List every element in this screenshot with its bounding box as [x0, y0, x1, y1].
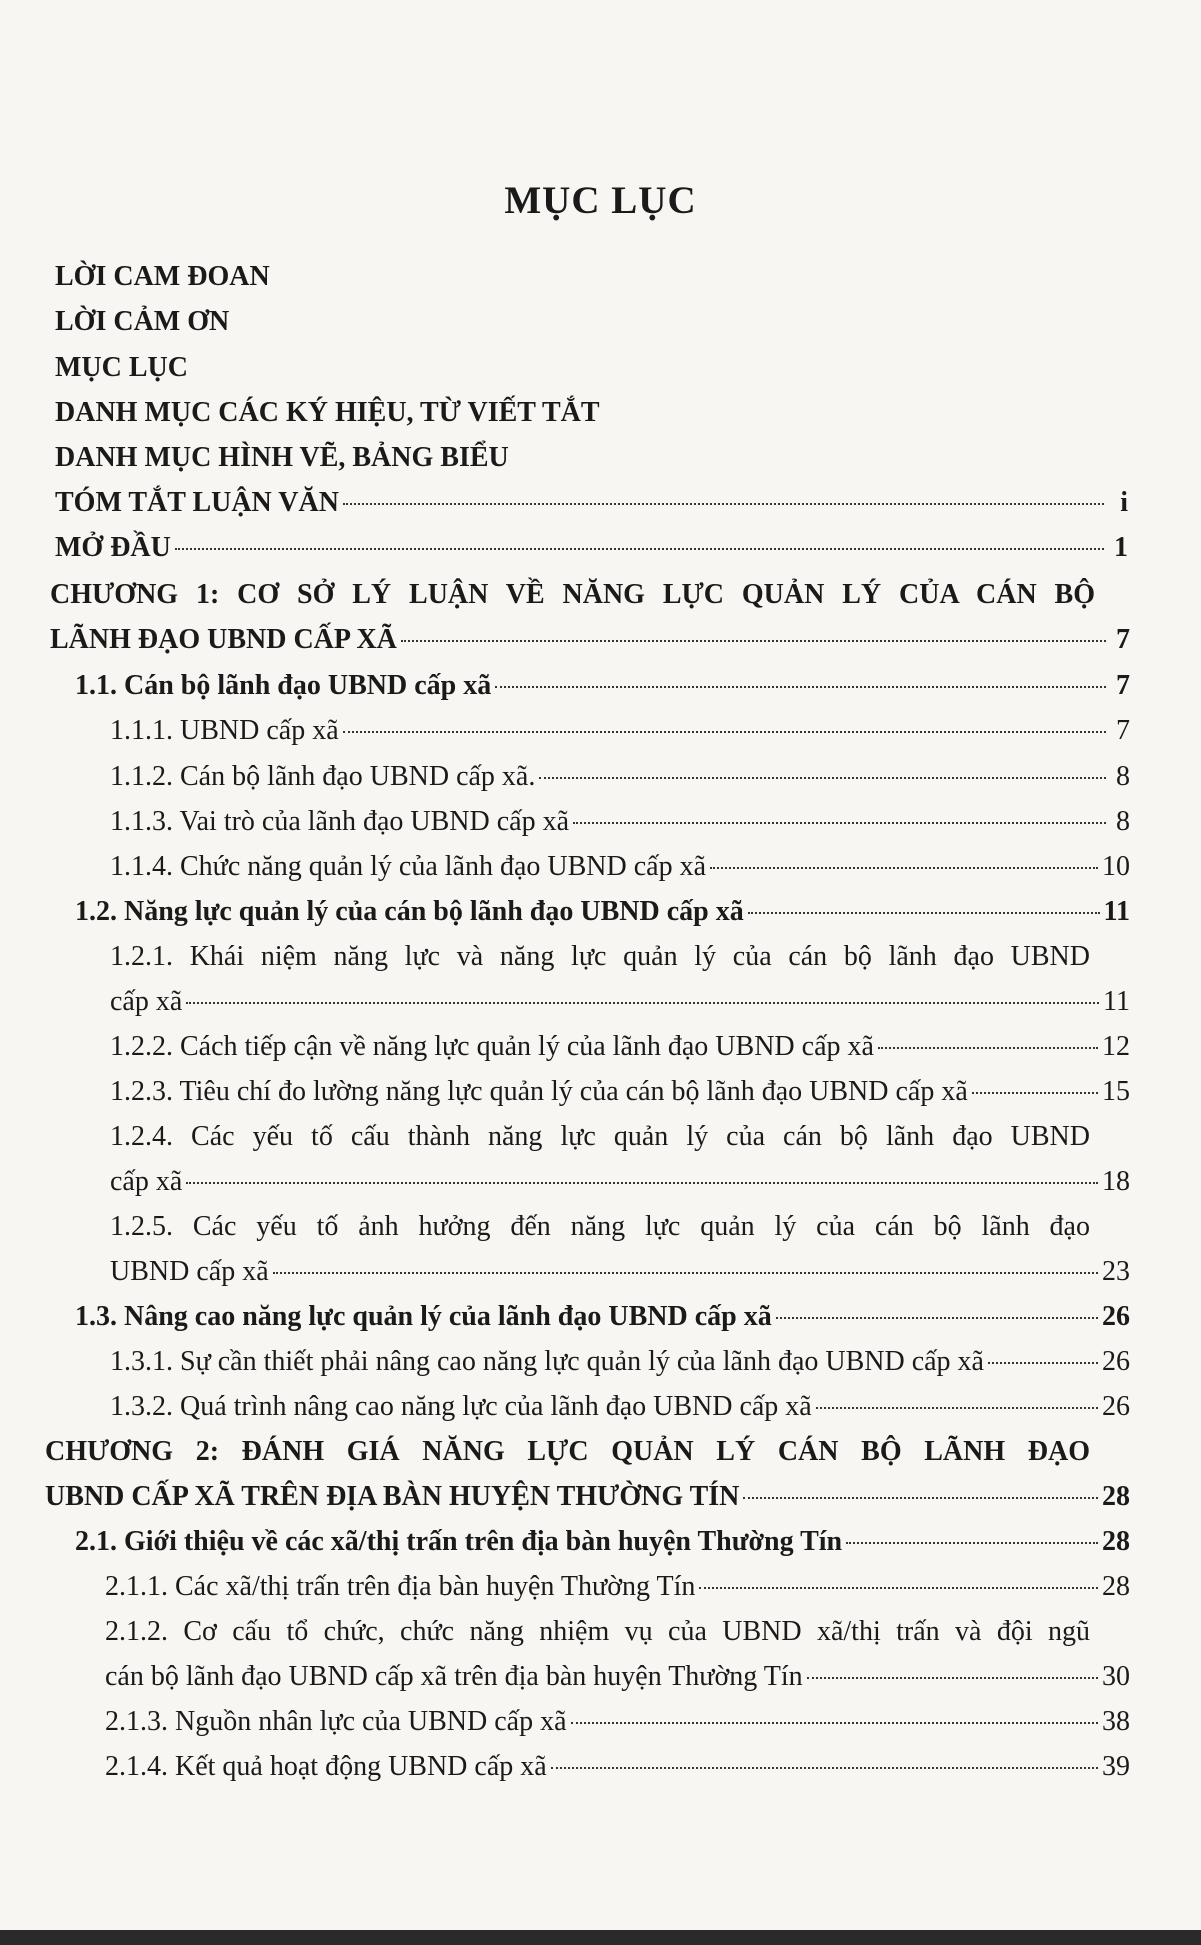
toc-entry-title: 2.1.3. Nguồn nhân lực của UBND cấp xã: [105, 1706, 567, 1737]
dot-leader: [816, 1407, 1098, 1409]
toc-entry: [45, 1430, 1090, 1474]
dot-leader: [776, 1317, 1098, 1319]
toc-page-number: 7: [1116, 715, 1130, 746]
dot-leader: [343, 731, 1106, 733]
toc-entry: [110, 980, 1130, 1024]
toc-page-number: 11: [1103, 986, 1130, 1017]
toc-entry: [75, 890, 1130, 934]
toc-entry-title: LỜI CẢM ƠN: [55, 306, 230, 337]
toc-page-number: 26: [1102, 1301, 1130, 1332]
dot-leader: [807, 1677, 1098, 1679]
toc-entry: [55, 346, 755, 390]
toc-page-number: 28: [1102, 1481, 1130, 1512]
toc-entry: [105, 1565, 1130, 1609]
dot-leader: [699, 1587, 1098, 1589]
dot-leader: [551, 1767, 1098, 1769]
toc-page-number: 39: [1102, 1751, 1130, 1782]
toc-entry: [110, 1160, 1130, 1204]
toc-entry: [110, 1025, 1130, 1069]
toc-entry-title: 1.2.1. Khái niệm năng lực và năng lực quản lý của cán bộ lãnh đạo UBND: [110, 941, 1090, 972]
toc-entry: [110, 755, 1130, 799]
toc-entry: [55, 300, 755, 344]
toc-entry-title: 2.1.1. Các xã/thị trấn trên địa bàn huyện Thường Tín: [105, 1571, 696, 1602]
toc-entry-title: 2.1.4. Kết quả hoạt động UBND cấp xã: [105, 1751, 547, 1782]
dot-leader: [343, 503, 1104, 505]
toc-entry: [110, 1250, 1130, 1294]
scan-edge: [0, 1930, 1201, 1945]
toc-entry: [110, 845, 1130, 889]
dot-leader: [748, 912, 1100, 914]
toc-entry: [105, 1745, 1130, 1789]
toc-page-number: 18: [1102, 1166, 1130, 1197]
toc-entry-title: CHƯƠNG 1: CƠ SỞ LÝ LUẬN VỀ NĂNG LỰC QUẢN LÝ CỦA CÁN BỘ: [50, 579, 1095, 610]
toc-entry: [50, 618, 1130, 662]
toc-page-number: 28: [1102, 1526, 1130, 1557]
toc-entry: [55, 526, 1128, 570]
toc-page-number: 1: [1114, 532, 1128, 563]
toc-entry-title: LÃNH ĐẠO UBND CẤP XÃ: [50, 624, 397, 655]
toc-entry-title: 1.1. Cán bộ lãnh đạo UBND cấp xã: [75, 670, 492, 701]
toc-entry: [75, 664, 1130, 708]
toc-entry: [110, 1070, 1130, 1114]
dot-leader: [573, 822, 1106, 824]
dot-leader: [186, 1182, 1098, 1184]
toc-entry-title: UBND cấp xã: [110, 1256, 269, 1287]
toc-entry: [110, 1385, 1130, 1429]
toc-page-number: 30: [1102, 1661, 1130, 1692]
toc-page-number: 7: [1116, 624, 1130, 655]
toc-entry: [75, 1295, 1130, 1339]
toc-entry: [105, 1655, 1130, 1699]
toc-entry-title: 1.1.4. Chức năng quản lý của lãnh đạo UBND cấp xã: [110, 851, 707, 882]
toc-entry-title: MỤC LỤC: [55, 352, 188, 383]
toc-page-number: 15: [1102, 1076, 1130, 1107]
toc-entry-title: 1.1.1. UBND cấp xã: [110, 715, 339, 746]
toc-page-number: 26: [1102, 1391, 1130, 1422]
dot-leader: [972, 1092, 1098, 1094]
toc-entry: [110, 1340, 1130, 1384]
toc-page-number: 8: [1116, 761, 1130, 792]
toc-entry-title: CHƯƠNG 2: ĐÁNH GIÁ NĂNG LỰC QUẢN LÝ CÁN BỘ LÃNH ĐẠO: [45, 1436, 1090, 1467]
toc-page-number: 12: [1102, 1031, 1130, 1062]
toc-page-number: 11: [1103, 896, 1130, 927]
toc-entry: [75, 1520, 1130, 1564]
dot-leader: [710, 867, 1098, 869]
toc-page-number: 8: [1116, 806, 1130, 837]
dot-leader: [175, 548, 1104, 550]
toc-entry-title: 1.1.2. Cán bộ lãnh đạo UBND cấp xã.: [110, 761, 536, 792]
toc-entry: [110, 1115, 1090, 1159]
toc-entry-title: cán bộ lãnh đạo UBND cấp xã trên địa bàn huyện Thường Tín: [105, 1661, 803, 1692]
toc-entry-title: DANH MỤC CÁC KÝ HIỆU, TỪ VIẾT TẮT: [55, 397, 600, 428]
toc-entry: [110, 935, 1090, 979]
dot-leader: [539, 777, 1106, 779]
dot-leader: [495, 686, 1106, 688]
toc-entry-title: 1.2.3. Tiêu chí đo lường năng lực quản lý của cán bộ lãnh đạo UBND cấp xã: [110, 1076, 968, 1107]
toc-entry-title: 1.2.4. Các yếu tố cấu thành năng lực quản lý của cán bộ lãnh đạo UBND: [110, 1121, 1090, 1152]
toc-entry-title: cấp xã: [110, 986, 183, 1017]
toc-entry-title: 2.1.2. Cơ cấu tổ chức, chức năng nhiệm vụ của UBND xã/thị trấn và đội ngũ: [105, 1616, 1090, 1647]
toc-entry: [45, 1475, 1130, 1519]
toc-entry: [55, 436, 855, 480]
toc-entry: [105, 1700, 1130, 1744]
dot-leader: [571, 1722, 1098, 1724]
dot-leader: [401, 640, 1106, 642]
toc-entry: [55, 481, 1128, 525]
toc-entry-title: TÓM TẮT LUẬN VĂN: [55, 487, 339, 518]
toc-entry: [105, 1610, 1090, 1654]
toc-entry: [55, 391, 855, 435]
toc-entry-title: 1.3. Nâng cao năng lực quản lý của lãnh đạo UBND cấp xã: [75, 1301, 772, 1332]
toc-entry: [110, 800, 1130, 844]
dot-leader: [273, 1272, 1098, 1274]
toc-entry-title: LỜI CAM ĐOAN: [55, 261, 270, 292]
toc-entry: [50, 573, 1095, 617]
toc-page-number: 28: [1102, 1571, 1130, 1602]
dot-leader: [878, 1047, 1098, 1049]
toc-entry-title: 1.2. Năng lực quản lý của cán bộ lãnh đạo UBND cấp xã: [75, 896, 744, 927]
toc-entry: [110, 1205, 1090, 1249]
toc-entry-title: DANH MỤC HÌNH VẼ, BẢNG BIỂU: [55, 442, 509, 473]
toc-entry-title: UBND CẤP XÃ TRÊN ĐỊA BÀN HUYỆN THƯỜNG TÍN: [45, 1481, 740, 1512]
page-title: MỤC LỤC: [504, 179, 697, 222]
dot-leader: [186, 1002, 1099, 1004]
toc-page-number: 10: [1102, 851, 1130, 882]
toc-entry-title: 1.3.1. Sự cần thiết phải nâng cao năng lực quản lý của lãnh đạo UBND cấp xã: [110, 1346, 984, 1377]
toc-page-number: 38: [1102, 1706, 1130, 1737]
toc-page-number: 26: [1102, 1346, 1130, 1377]
dot-leader: [846, 1542, 1098, 1544]
toc-page-number: 7: [1116, 670, 1130, 701]
toc-entry-title: cấp xã: [110, 1166, 183, 1197]
toc-entry-title: 1.1.3. Vai trò của lãnh đạo UBND cấp xã: [110, 806, 570, 837]
toc-entry-title: 1.2.2. Cách tiếp cận về năng lực quản lý của lãnh đạo UBND cấp xã: [110, 1031, 874, 1062]
toc-entry-title: 1.3.2. Quá trình nâng cao năng lực của lãnh đạo UBND cấp xã: [110, 1391, 812, 1422]
toc-entry: [110, 709, 1130, 753]
dot-leader: [743, 1497, 1098, 1499]
toc-page-number: 23: [1102, 1256, 1130, 1287]
toc-page-number: i: [1120, 487, 1128, 518]
toc-entry: [55, 255, 755, 299]
dot-leader: [988, 1362, 1098, 1364]
toc-entry-title: MỞ ĐẦU: [55, 532, 171, 563]
toc-entry-title: 2.1. Giới thiệu về các xã/thị trấn trên địa bàn huyện Thường Tín: [75, 1526, 843, 1557]
toc-entry-title: 1.2.5. Các yếu tố ảnh hưởng đến năng lực quản lý của cán bộ lãnh đạo: [110, 1211, 1090, 1242]
